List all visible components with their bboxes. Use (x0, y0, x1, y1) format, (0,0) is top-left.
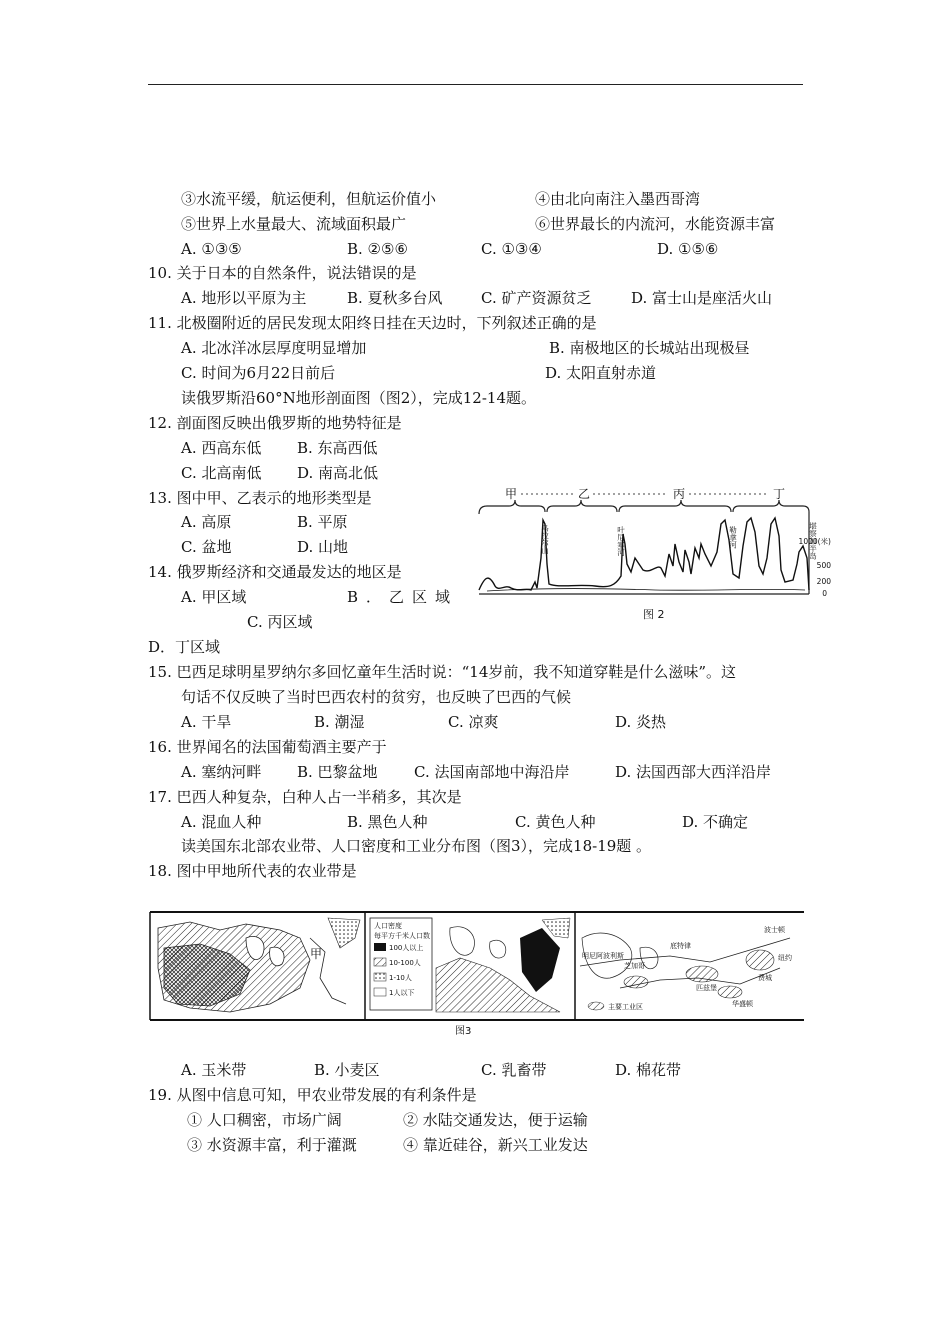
q16-stem: 16. 世界闻名的法国葡萄酒主要产于 (148, 738, 387, 756)
q11-choice-a: A. 北冰洋冰层厚度明显增加 (181, 339, 367, 357)
map1-label-jia: 甲 (310, 947, 323, 961)
q14-stem: 14. 俄罗斯经济和交通最发达的地区是 (148, 563, 402, 581)
q9-choice-c: C. ①③④ (481, 240, 542, 258)
q11-choice-b: B. 南极地区的长城站出现极昼 (549, 339, 750, 357)
q17-choice-d: D. 不确定 (682, 813, 749, 831)
city-washington: 华盛顿 (732, 1000, 753, 1008)
q13-stem: 13. 图中甲、乙表示的地形类型是 (148, 489, 372, 507)
q13-choice-a: A. 高原 (181, 513, 232, 531)
city-pittsburgh: 匹兹堡 (696, 984, 717, 992)
q12-choice-c: C. 北高南低 (181, 464, 262, 482)
map-agriculture (158, 918, 360, 1012)
legend-item-1: 100人以上 (389, 944, 424, 952)
q11-choice-d: D. 太阳直射赤道 (545, 364, 657, 382)
q14-choice-a: A. 甲区域 (181, 588, 247, 606)
q11-stem: 11. 北极圈附近的居民发现太阳终日挂在天边时，下列叙述正确的是 (148, 314, 597, 332)
q19-option-2: ② 水陆交通发达，便于运输 (403, 1111, 588, 1129)
q10-choice-a: A. 地形以平原为主 (181, 289, 307, 307)
figure-3-maps (150, 908, 804, 1038)
q18-choice-a: A. 玉米带 (181, 1061, 247, 1079)
map-population (370, 918, 570, 1012)
q19-option-3: ③ 水资源丰富，利于灌溉 (187, 1136, 357, 1154)
q14-choice-c: C. 丙区域 (247, 613, 313, 631)
q14-choice-d: D．丁区域 (148, 638, 221, 656)
q17-stem: 17. 巴西人种复杂，白种人占一半稍多，其次是 (148, 788, 462, 806)
figure-3-caption: 图3 (455, 1026, 472, 1037)
q17-choice-a: A. 混血人种 (181, 813, 262, 831)
figure-2-caption: 图 2 (643, 608, 665, 621)
axis-tick-0: 0 (822, 589, 827, 598)
header-rule (148, 84, 803, 85)
q18-stem: 18. 图中甲地所代表的农业带是 (148, 862, 357, 880)
q16-choice-a: A. 塞纳河畔 (181, 763, 262, 781)
city-philadelphia: 费城 (758, 974, 772, 982)
q18-choice-d: D. 棉花带 (615, 1061, 682, 1079)
q15-choice-c: C. 凉爽 (448, 713, 499, 731)
q9-option-6: ⑥世界最长的内流河，水能资源丰富 (535, 215, 776, 233)
q16-choice-c: C. 法国南部地中海沿岸 (414, 763, 570, 781)
map-industry (580, 925, 792, 1011)
q9-choice-a: A. ①③⑤ (181, 240, 242, 258)
legend-item-4: 1人以下 (389, 989, 415, 997)
figure-2-profile (475, 484, 831, 630)
q13-choice-d: D. 山地 (297, 538, 349, 556)
q15-choice-a: A. 干旱 (181, 713, 232, 731)
q12-choice-d: D. 南高北低 (297, 464, 379, 482)
q16-choice-d: D. 法国西部大西洋沿岸 (615, 763, 772, 781)
q18-choice-c: C. 乳畜带 (481, 1061, 547, 1079)
q15-choice-d: D. 炎热 (615, 713, 667, 731)
q10-choice-b: B. 夏秋多台风 (347, 289, 443, 307)
intro-12-14: 读俄罗斯沿60°N地形剖面图（图2），完成12-14题。 (181, 389, 536, 407)
q9-option-5: ⑤世界上水量最大、流域面积最广 (181, 215, 407, 233)
feature-ural: 乌拉尔山 (540, 524, 550, 554)
q10-choice-d: D. 富士山是座活火山 (631, 289, 773, 307)
region-yi: 乙 (578, 487, 591, 501)
legend-subtitle: 每平方千米人口数 (374, 932, 430, 940)
q19-option-1: ① 人口稠密，市场广阔 (187, 1111, 342, 1129)
q13-choice-c: C. 盆地 (181, 538, 232, 556)
axis-unit: 1000(米) (798, 537, 831, 546)
feature-yenisei: 叶尼塞河 (616, 526, 626, 556)
region-bing: 丙 (673, 487, 686, 501)
axis-tick-200: 200 (816, 577, 831, 586)
q18-choice-b: B. 小麦区 (314, 1061, 380, 1079)
q9-option-3: ③水流平缓，航运便利，但航运价值小 (181, 190, 437, 208)
region-jia: 甲 (505, 487, 518, 501)
q17-choice-c: C. 黄色人种 (515, 813, 596, 831)
city-minneapolis: 明尼阿波利斯 (582, 952, 624, 960)
city-detroit: 底特律 (670, 942, 691, 950)
feature-lena: 勒拿河 (728, 526, 738, 549)
feature-kamchatka: 堪察加半岛 (808, 522, 818, 560)
legend-item-3: 1-10人 (389, 974, 412, 982)
q9-choice-d: D. ①⑤⑥ (657, 240, 719, 258)
q16-choice-b: B. 巴黎盆地 (297, 763, 378, 781)
q10-choice-c: C. 矿产资源贫乏 (481, 289, 592, 307)
q19-option-4: ④ 靠近硅谷，新兴工业发达 (403, 1136, 588, 1154)
q11-choice-c: C. 时间为6月22日前后 (181, 364, 336, 382)
q12-choice-b: B. 东高西低 (297, 439, 378, 457)
q14-choice-b: B．乙区域 (347, 588, 459, 606)
intro-18-19: 读美国东北部农业带、人口密度和工业分布图（图3），完成18-19题 。 (181, 837, 652, 855)
q15-stem-line1: 15. 巴西足球明星罗纳尔多回忆童年生活时说：“14岁前，我不知道穿鞋是什么滋味”。这 (148, 663, 737, 681)
city-chicago: 芝加哥 (624, 962, 645, 970)
q17-choice-b: B. 黑色人种 (347, 813, 428, 831)
axis-tick-500: 500 (816, 561, 831, 570)
legend-title: 人口密度 (374, 922, 402, 930)
q12-choice-a: A. 西高东低 (181, 439, 262, 457)
q9-choice-b: B. ②⑤⑥ (347, 240, 408, 258)
q15-choice-b: B. 潮湿 (314, 713, 365, 731)
region-ding: 丁 (773, 487, 786, 501)
q13-choice-b: B. 平原 (297, 513, 348, 531)
city-boston: 波士顿 (764, 926, 785, 934)
q9-option-4: ④由北向南注入墨西哥湾 (535, 190, 701, 208)
q19-stem: 19. 从图中信息可知，甲农业带发展的有利条件是 (148, 1086, 477, 1104)
q15-stem-line2: 句话不仅反映了当时巴西农村的贫穷，也反映了巴西的气候 (181, 688, 572, 706)
industry-legend: 主要工业区 (608, 1003, 643, 1011)
q10-stem: 10. 关于日本的自然条件，说法错误的是 (148, 264, 417, 282)
legend-item-2: 10-100人 (389, 959, 421, 967)
q12-stem: 12. 剖面图反映出俄罗斯的地势特征是 (148, 414, 402, 432)
city-newyork: 纽约 (778, 954, 792, 962)
